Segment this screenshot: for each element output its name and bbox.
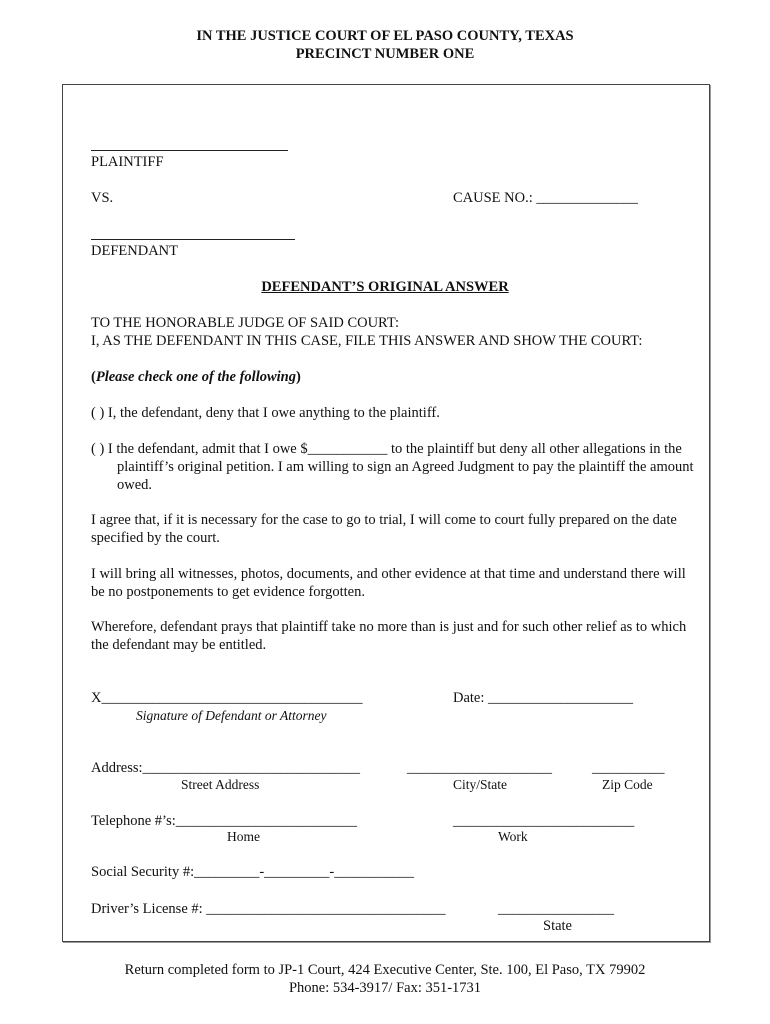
zip-code-caption: Zip Code bbox=[602, 777, 653, 792]
work-phone-field[interactable]: _________________________ bbox=[453, 813, 635, 829]
drivers-license-field[interactable]: Driver’s License #: _________________________________ bbox=[91, 901, 446, 917]
zip-code-field[interactable]: __________ bbox=[592, 760, 665, 776]
precinct-title: PRECINCT NUMBER ONE bbox=[295, 46, 475, 62]
work-phone-caption: Work bbox=[498, 829, 528, 844]
signature-caption: Signature of Defendant or Attorney bbox=[136, 708, 327, 723]
defendant-label: DEFENDANT bbox=[91, 243, 178, 259]
city-state-caption: City/State bbox=[453, 777, 507, 792]
date-field[interactable]: Date: ____________________ bbox=[453, 690, 634, 706]
street-address-field[interactable]: Address:______________________________ bbox=[91, 760, 361, 776]
option-admit[interactable]: ( ) I the defendant, admit that I owe $___________ to the plaintiff but deny all other allegations in the plaintiff’s original petition. I am willing to sign an Agreed Judgment to pay the plaintiff the amount owed. bbox=[91, 441, 694, 493]
evidence-paragraph: I will bring all witnesses, photos, documents, and other evidence at that time and understand there will be no postponements to get evidence forgotten. bbox=[91, 566, 686, 600]
footer-phone: Phone: 534-3917/ Fax: 351-1731 bbox=[288, 980, 482, 996]
option-deny[interactable]: ( ) I, the defendant, deny that I owe anything to the plaintiff. bbox=[91, 405, 440, 421]
court-title: IN THE JUSTICE COURT OF EL PASO COUNTY, TEXAS bbox=[196, 28, 574, 44]
intro-line-2: I, AS THE DEFENDANT IN THIS CASE, FILE THIS ANSWER AND SHOW THE COURT: bbox=[91, 333, 643, 349]
document-title: DEFENDANT’S ORIGINAL ANSWER bbox=[261, 279, 509, 295]
plaintiff-label: PLAINTIFF bbox=[91, 154, 164, 170]
home-phone-field[interactable]: Telephone #’s:_________________________ bbox=[91, 813, 358, 829]
plaintiff-name-line[interactable] bbox=[91, 150, 288, 151]
street-address-caption: Street Address bbox=[181, 777, 260, 792]
instruction-text: (Please check one of the following) bbox=[91, 369, 301, 385]
license-state-field[interactable]: ________________ bbox=[498, 901, 614, 917]
home-phone-caption: Home bbox=[227, 829, 260, 844]
intro-line-1: TO THE HONORABLE JUDGE OF SAID COURT: bbox=[91, 315, 400, 331]
vs-label: VS. bbox=[91, 190, 114, 206]
cause-number-field[interactable]: CAUSE NO.: ______________ bbox=[453, 190, 638, 206]
social-security-field[interactable]: Social Security #:_________-_________-___________ bbox=[91, 864, 415, 880]
signature-field[interactable]: X____________________________________ bbox=[91, 690, 363, 706]
city-state-field[interactable]: ____________________ bbox=[407, 760, 552, 776]
defendant-name-line[interactable] bbox=[91, 239, 295, 240]
license-state-caption: State bbox=[543, 918, 572, 934]
trial-paragraph: I agree that, if it is necessary for the case to go to trial, I will come to court fully prepared on the date specified by the court. bbox=[91, 512, 677, 546]
footer-address: Return completed form to JP-1 Court, 424 Executive Center, Ste. 100, El Paso, TX 79902 bbox=[124, 962, 646, 978]
wherefore-paragraph: Wherefore, defendant prays that plaintiff take no more than is just and for such other relief as to which the defendant may be entitled. bbox=[91, 619, 687, 653]
